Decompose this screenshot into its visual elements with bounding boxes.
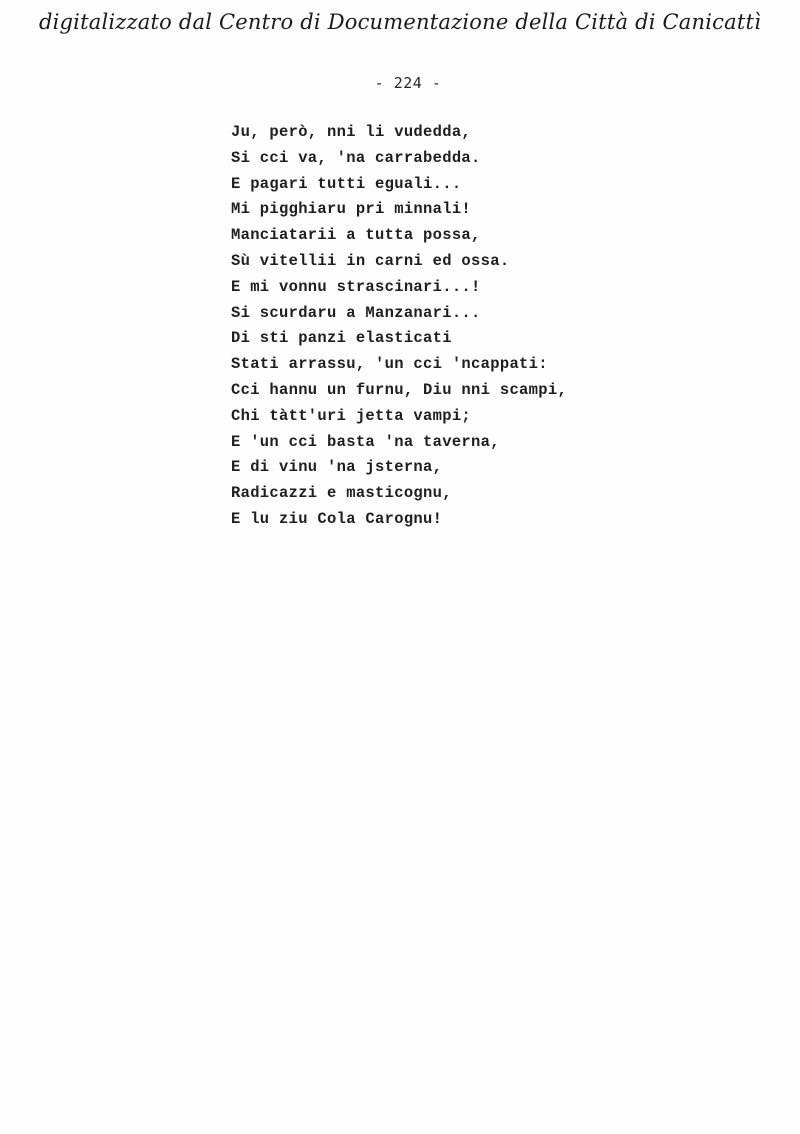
poem-line: Sù vitellii in carni ed ossa. [231,251,510,270]
digitization-credit: digitalizzato dal Centro di Documentazione della Città di Canicattì [38,10,762,34]
poem-line: Ju, però, nni li vudedda, [231,123,472,141]
poem-line: Di sti panzi elasticati [231,329,452,348]
poem-stanza [231,120,567,533]
poem-line: Mi pigghiaru pri minnali! [231,200,472,219]
poem-line: E 'un cci basta 'na taverna, [231,432,500,451]
poem-line: Cci hannu un furnu, Diu nni scampi, [231,380,568,399]
poem-line: Radicazzi e masticognu, [231,484,452,503]
poem-line: Chi tàtt'uri jetta vampi; [231,406,472,425]
poem-line: Si scurdaru a Manzanari... [231,303,481,322]
poem-line: E lu ziu Cola Carognu! [231,509,443,528]
poem-line: E pagari tutti eguali... [231,174,462,193]
page-number: - 224 - [374,74,442,92]
poem-line: Manciatarii a tutta possa, [231,226,481,245]
poem-line: Stati arrassu, 'un cci 'ncappati: [231,355,548,374]
poem-line: Si cci va, 'na carrabedda. [231,148,481,167]
poem-line: E mi vonnu strascinari...! [231,277,481,296]
poem-line: E di vinu 'na jsterna, [231,458,443,477]
